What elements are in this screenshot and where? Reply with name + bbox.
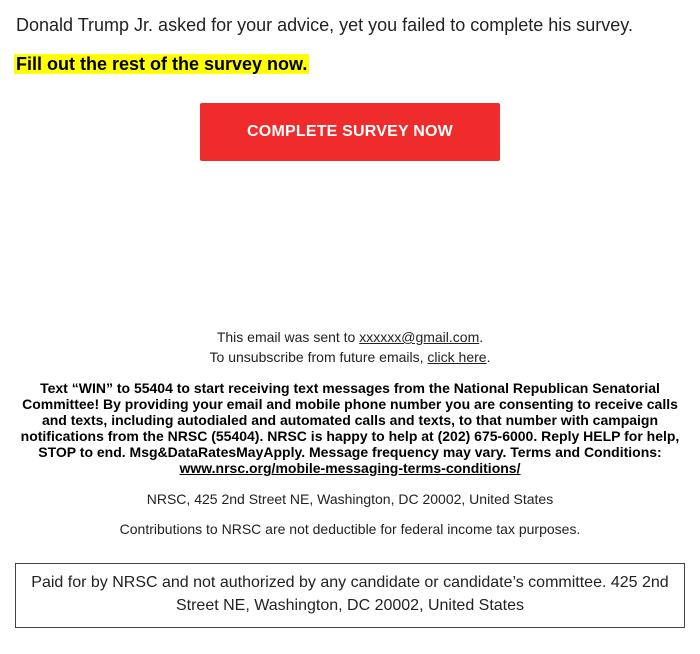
unsubscribe-suffix: . [486,349,491,365]
sent-to-prefix: This email was sent to [216,329,360,345]
highlighted-text: Fill out the rest of the survey now. [16,54,308,74]
recipient-email-link[interactable]: xxxxxx@gmail.com [359,329,480,345]
unsubscribe-link[interactable]: click here [427,349,487,365]
sent-to-suffix: . [479,329,484,345]
contributions-disclaimer: Contributions to NRSC are not deductible for federal income tax purposes. [119,521,581,537]
paid-for-disclaimer-box: Paid for by NRSC and not authorized by any candidate or candidate’s committee. 425 2nd Street NE, Washington, DC 20002, United States [15,563,685,628]
sent-to-line [0,327,700,347]
unsubscribe-line [0,347,700,367]
complete-survey-button[interactable]: COMPLETE SURVEY NOW [200,103,500,161]
sms-disclaimer-text: Text “WIN” to 55404 to start receiving text messages from the National Republican Senatorial Committee! By providing your email and mobile phone number you are consenting to receive calls and texts, including autodialed and automated calls and texts, to that number with campaign notifications from the NRSC (55404). NRSC is happy to help at (202) 675-6000. Reply HELP for help, STOP to end. Msg&DataRatesMayApply. Message frequency may vary. Terms and Conditions: [20,380,680,460]
call-to-action-headline [14,53,309,75]
intro-message: Donald Trump Jr. asked for your advice, yet you failed to complete his survey. [16,15,633,35]
unsubscribe-prefix: To unsubscribe from future emails, [209,349,428,365]
terms-conditions-link[interactable]: www.nrsc.org/mobile-messaging-terms-conditions/ [179,460,521,476]
sms-disclaimer [20,380,680,476]
footer-notice [0,327,700,367]
mailing-address: NRSC, 425 2nd Street NE, Washington, DC 20002, United States [146,491,554,507]
